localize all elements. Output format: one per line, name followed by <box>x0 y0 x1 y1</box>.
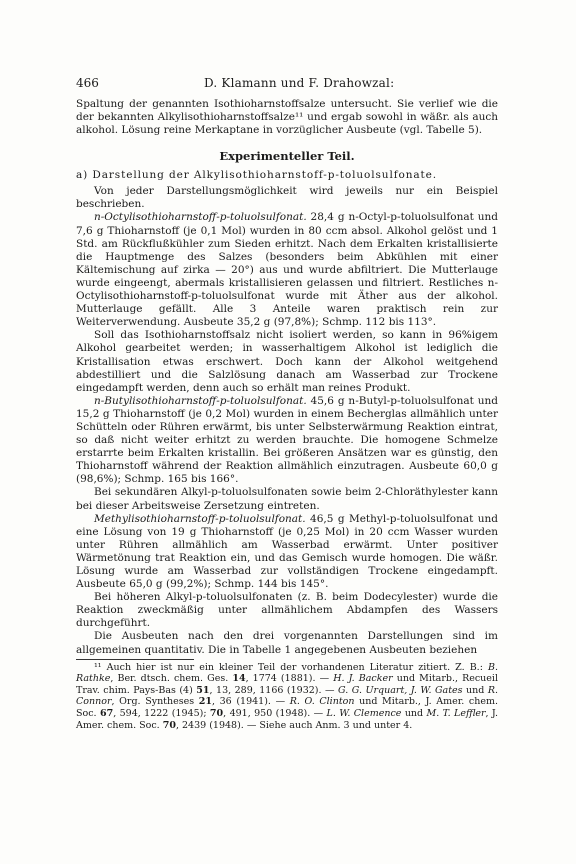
subsection-title: a) Darstellung der Alkylisothioharnstoff-p-toluolsulfonate. <box>76 169 438 182</box>
paragraph-5: Bei sekundären Alkyl-p-toluolsulfonaten sowie beim 2-Chloräthylester kann bei dieser Arbeitsweise Zersetzung eintreten. <box>76 486 498 512</box>
paragraph-3: Soll das Isothioharnstoffsalz nicht isoliert werden, so kann in 96%igem Alkohol gearbeitet werden; in wasserhaltigem Alkohol ist lediglich die Kristallisation etwas erschwert. Doch kann der Alkohol weitgehend abdestilliert und die Salzlösung danach am Wasserbad zur Trockene eingedampft werden, denn auch so erhält man reines Produkt. <box>76 329 498 394</box>
fn-text: , Ber. dtsch. chem. Ges. <box>110 673 233 685</box>
compound-name-butyl: n-Butylisothioharnstoff-p-toluolsulfonat. <box>94 394 307 407</box>
page-header <box>76 76 496 92</box>
footnote-rule <box>76 659 194 660</box>
paragraph-1: Von jeder Darstellungsmöglichkeit wird jeweils nur ein Beispiel beschrieben. <box>76 185 498 211</box>
fn-text: , 1774 (1881). — <box>245 673 334 685</box>
intro-paragraph: Spaltung der genannten Isothioharnstoffsalze untersucht. Sie verlief wie die der bekannten Alkylisothioharnstoffsalze¹¹ und ergab sowohl in wäßr. als auch alkohol. Lösung reine Merkaptane in vorzüglicher Ausbeute (vgl. Tabelle 5). <box>76 98 498 137</box>
fn-text: , J. Amer. chem. Soc. <box>76 708 499 731</box>
running-title: D. Klamann und F. Drahowzal: <box>204 76 395 90</box>
paragraph-octyl-text: 28,4 g n-Octyl-p-toluolsulfonat und 7,6 g Thioharnstoff (je 0,1 Mol) wurden in 80 ccm absol. Alkohol gelöst und 1 Std. am Rückflußkühler zum Sieden erhitzt. Nach dem Erkalten kristallisierte die Hauptmenge des Salzes (besonders beim Abkühlen mit einer Kältemischung auf zirka — 20°) aus und wurde abfiltriert. Die Mutterlauge wurde eingeengt, abermals kristallisieren gelassen und filtriert. Restliches n-Octylisothioharnstoff-p-toluolsulfonat wurde mit Äther aus der alkohol. Mutterlauge gefällt. Alle 3 Anteile waren praktisch rein zur Weiterverwendung. Ausbeute 35,2 g (97,8%); Schmp. 112 bis 113°. <box>76 211 498 329</box>
fn-text: , 13, 289, 1166 (1932). — <box>209 684 338 696</box>
fn-text: , 594, 1222 (1945); <box>113 708 210 720</box>
fn-author: B. Rathke <box>76 661 498 685</box>
paragraph-7: Bei höheren Alkyl-p-toluolsulfonaten (z. B. beim Dodecylester) wurde die Reaktion zweckmäßig unter allmählichem Abdampfen des Wassers durchgeführt. <box>76 591 498 630</box>
paragraph-butyl-text: 45,6 g n-Butyl-p-toluolsulfonat und 15,2 g Thioharnstoff (je 0,2 Mol) wurden in einem Becherglas allmählich unter Schütteln oder Rühren erwärmt, bis unter Selbsterwärmung Reaktion eintrat, so daß nicht weiter erhitzt zu werden brauchte. Die homogene Schmelze erstarrte beim Erkalten kristallin. Bei größeren Ansätzen war es günstig, den Thioharnstoff während der Reaktion allmählich einzutragen. Ausbeute 60,0 g (98,6%); Schmp. 165 bis 166°. <box>76 394 498 486</box>
fn-volume: 70 <box>162 719 176 731</box>
fn-author: M. T. Leffler <box>426 708 486 720</box>
fn-author: L. W. Clemence <box>326 708 402 720</box>
fn-volume: 51 <box>196 684 210 696</box>
fn-text: , Org. Syntheses <box>111 696 199 708</box>
fn-text: und Mitarb., Recueil Trav. chim. Pays-Bas (4) <box>76 673 498 696</box>
compound-name-octyl: n-Octylisothioharnstoff-p-toluolsulfonat. <box>94 211 307 224</box>
fn-text: ¹¹ Auch hier ist nur ein kleiner Teil der vorhandenen Literatur zitiert. Z. B.: <box>94 661 488 673</box>
fn-volume: 21 <box>198 696 212 708</box>
paragraph-8: Die Ausbeuten nach den drei vorgenannten Darstellungen sind im allgemeinen quantitativ. Die in Tabelle 1 angegebenen Ausbeuten beziehen <box>76 630 498 656</box>
fn-text: und Mitarb., J. Amer. chem. Soc. <box>76 696 499 720</box>
fn-volume: 67 <box>99 708 114 720</box>
paragraph-butyl <box>76 395 498 487</box>
fn-author: R. O. Clinton <box>289 696 355 708</box>
compound-name-methyl: Methylisothioharnstoff-p-toluolsulfonat. <box>94 512 306 525</box>
body-text <box>76 98 498 731</box>
fn-volume: 70 <box>209 708 224 720</box>
fn-text: , 36 (1941). — <box>211 696 290 708</box>
footnote-11 <box>76 662 498 732</box>
fn-author: H. J. Backer <box>333 673 393 685</box>
fn-text: , 2439 (1948). — Siehe auch Anm. 3 und unter 4. <box>175 719 413 731</box>
fn-author: R. Connor <box>76 684 499 708</box>
paragraph-octyl <box>76 211 498 329</box>
paragraph-methyl-text: 46,5 g Methyl-p-toluolsulfonat und eine Lösung von 19 g Thioharnstoff (je 0,25 Mol) in 20 ccm Wasser wurden unter Rühren allmählich am Wasserbad erwärmt. Unter positiver Wärmetönung trat Reaktion ein, und das Gemisch wurde homogen. Die wäßr. Lösung wurde am Wasserbad zur vollständigen Trockene eingedampft. Ausbeute 65,0 g (99,2%); Schmp. 144 bis 145°. <box>76 512 498 591</box>
fn-text: , 491, 950 (1948). — <box>223 708 327 720</box>
paragraph-methyl <box>76 513 498 592</box>
fn-text: und <box>462 684 488 696</box>
fn-volume: 14 <box>232 673 246 685</box>
fn-text: und <box>401 708 427 720</box>
section-title: Experimenteller Teil. <box>219 149 355 164</box>
page-number: 466 <box>76 76 99 90</box>
fn-author: G. G. Urquart, J. W. Gates <box>338 684 463 696</box>
